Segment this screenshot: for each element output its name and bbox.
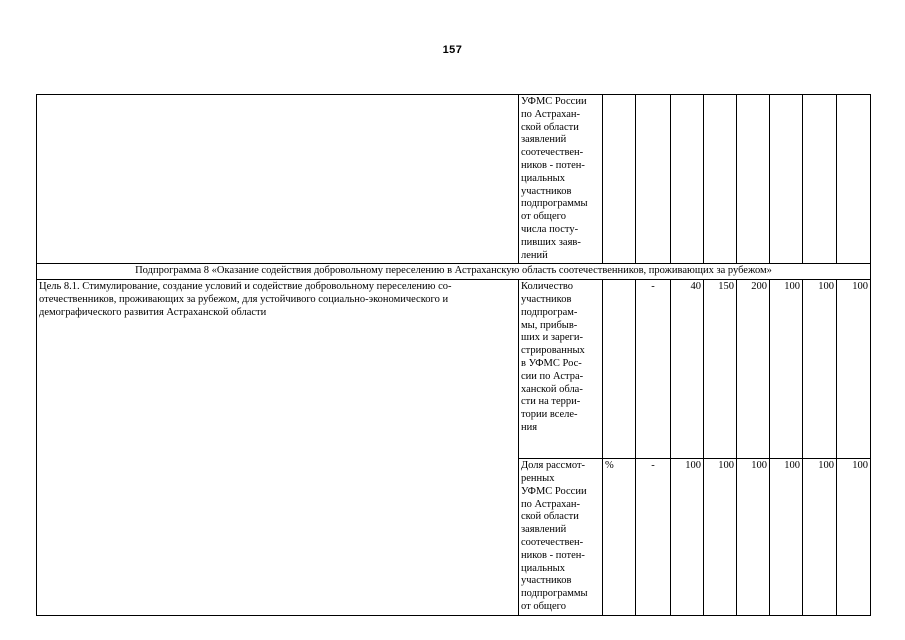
page-number: 157 <box>442 44 463 56</box>
value-cell: 100 <box>704 459 737 616</box>
value-cell: 40 <box>671 280 704 459</box>
subprogram-title: Подпрограмма 8 «Оказание содействия добровольному переселению в Астраханскую область соотечественников, проживающих за рубежом» <box>37 264 871 280</box>
value-cell: 100 <box>803 459 837 616</box>
value-cell: 100 <box>770 459 803 616</box>
value-cell: 100 <box>837 280 871 459</box>
goal-description: Цель 8.1. Стимулирование, создание условий и содействие добровольному переселению со-отечественников, проживающих за рубежом, для устойчивого социально-экономического и демографического развития Астраханской области <box>37 280 519 616</box>
unit-cell: % <box>603 459 636 616</box>
value-cell: 100 <box>737 459 770 616</box>
indicator-name-cell: Доля рассмот- ренных УФМС России по Астрахан- ской области заявлений соотечествен- ников - потен- циальных участников подпрограммы от общего <box>519 459 603 616</box>
indicator-name-cell: УФМС России по Астрахан- ской области заявлений соотечествен- ников - потен- циальных участников подпрограммы от общего числа посту- пивших заяв- лений <box>519 95 603 264</box>
value-cell <box>837 95 871 264</box>
value-cell <box>770 95 803 264</box>
value-cell: 100 <box>837 459 871 616</box>
indicators-table <box>36 94 871 616</box>
value-cell <box>737 95 770 264</box>
value-cell: 100 <box>671 459 704 616</box>
base-value-cell: - <box>636 459 671 616</box>
value-cell <box>704 95 737 264</box>
value-cell <box>803 95 837 264</box>
base-value-cell: - <box>636 280 671 459</box>
unit-cell <box>603 95 636 264</box>
table-row <box>37 280 871 459</box>
unit-cell <box>603 280 636 459</box>
value-cell: 150 <box>704 280 737 459</box>
goal-cell-empty <box>37 95 519 264</box>
value-cell: 200 <box>737 280 770 459</box>
base-value-cell <box>636 95 671 264</box>
value-cell: 100 <box>803 280 837 459</box>
value-cell <box>671 95 704 264</box>
indicator-name-cell: Количество участников подпрограм- мы, прибыв- ших и зареги- стрированных в УФМС Рос- сии по Астра- ханской обла- сти на терри- тории вселе- ния <box>519 280 603 459</box>
subprogram-header-row <box>37 264 871 280</box>
value-cell: 100 <box>770 280 803 459</box>
table-row <box>37 95 871 264</box>
